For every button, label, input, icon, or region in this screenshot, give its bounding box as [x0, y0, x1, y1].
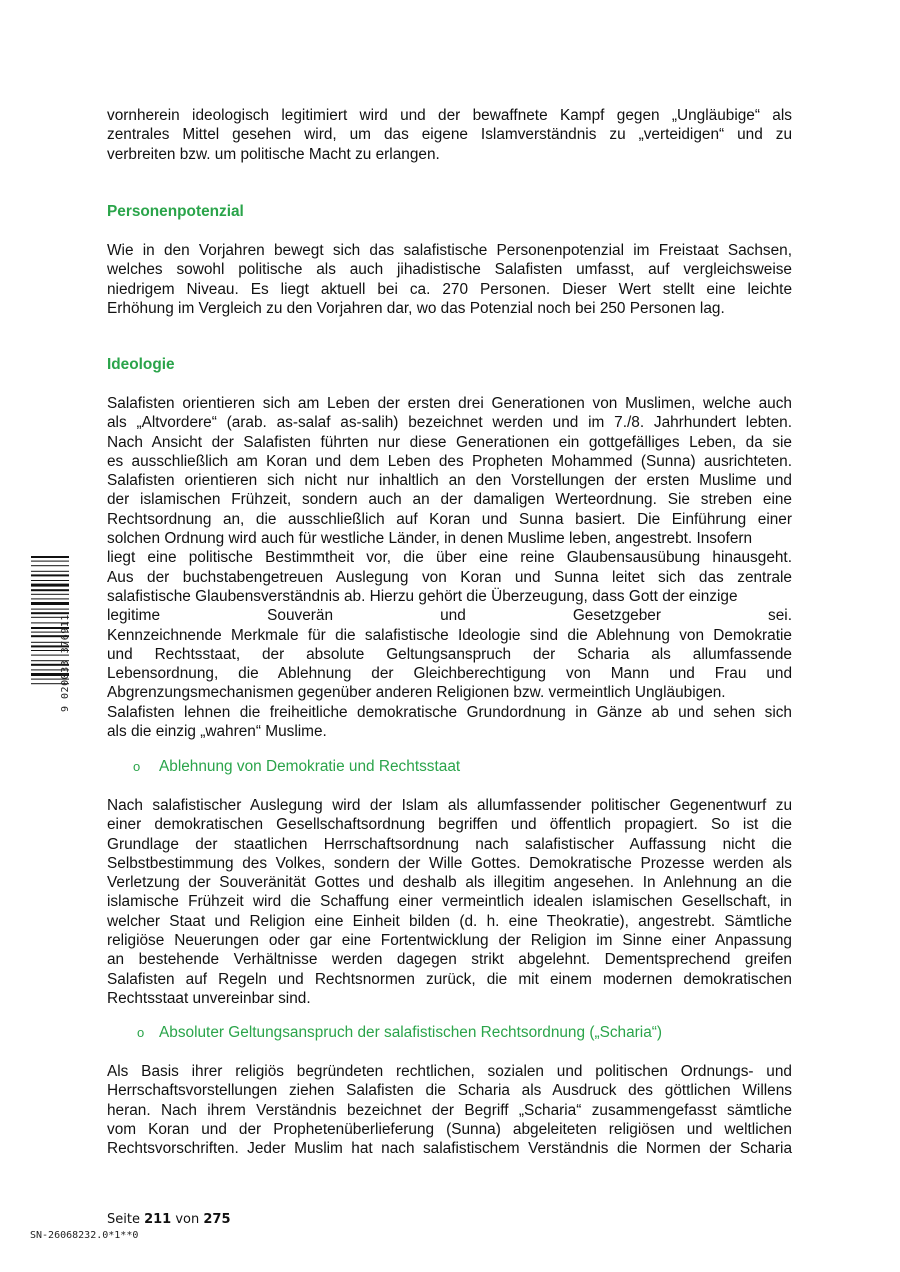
text-line: und Rechtsstaat, der absolute Geltungsanspruch der Scharia als allumfassende — [107, 645, 792, 663]
bullet-marker: o — [137, 1025, 145, 1040]
text-line: Wie in den Vorjahren bewegt sich das salafistische Personenpotenzial im Freistaat Sachsen, — [107, 242, 792, 259]
barcode-bar — [31, 556, 69, 558]
barcode-digits: 9 020033 376911 — [60, 614, 71, 712]
text-line: welcher Staat und Religion eine Einheit bilden (d. h. eine Theokratie), angestrebt. Sämtliche — [107, 912, 792, 930]
scharia-paragraph — [107, 1062, 792, 1158]
text-line: einer demokratischen Gesellschaftsordnung begriffen und öffentlich propagiert. So ist die — [107, 816, 792, 834]
text-line: Grundlage der staatlichen Herrschaftsordnung nach salafistischer Auffassung nicht die — [107, 835, 792, 853]
text-line: Rechtsstaat unvereinbar sind. — [107, 989, 311, 1007]
barcode-bar — [31, 609, 69, 610]
barcode-bar — [31, 594, 69, 595]
text-line: solchen Ordnung wird auch für westliche Länder, in denen Muslime leben, angestrebt. Insofern — [107, 530, 753, 548]
footer-page-total: 275 — [203, 1212, 231, 1227]
text-line: Aus der buchstabengetreuen Auslegung von Koran und Sunna leitet sich das zentrale — [107, 568, 792, 586]
text-line: es ausschließlich am Koran und dem Leben des Propheten Mohammed (Sunna) ausrichteten. — [107, 452, 792, 470]
text-line: niedrigem Niveau. Es liegt aktuell bei ca. 270 Personen. Dieser Wert stellt eine leichte — [107, 280, 792, 298]
text-line: Selbstbestimmung des Volkes, sondern der Wille Gottes. Demokratische Prozesse werden als — [107, 854, 792, 872]
footer-page-number: 211 — [144, 1212, 172, 1227]
text-line: an bestehende Verhältnisse werden dagegen strikt abgelehnt. Dementsprechend greifen — [107, 951, 792, 969]
demokratie-paragraph — [107, 796, 792, 1008]
text-line: Salafisten orientieren sich nicht nur inhaltlich an den Vorstellungen der ersten Muslime und — [107, 472, 792, 490]
barcode-bar — [31, 561, 69, 562]
barcode-bar — [31, 602, 69, 605]
footer-prefix: Seite — [107, 1212, 145, 1227]
text-line: heran. Nach ihrem Verständnis bezeichnet der Begriff „Scharia“ zusammengefasst sämtliche — [107, 1101, 792, 1119]
text-line: zentrales Mittel gesehen wird, um das eigene Islamverständnis zu „verteidigen“ und zu — [107, 126, 792, 144]
footer-middle: von — [171, 1212, 204, 1227]
ideologie-paragraph — [107, 394, 792, 741]
document-id: SN-26068232.0*1**0 — [30, 1230, 139, 1241]
text-line: vom Koran und der Prophetenüberlieferung (Sunna) abgeleiteten religiösen und weltlichen — [107, 1120, 792, 1138]
text-line: Herrschaftsvorstellungen ziehen Salafisten die Scharia als Ausdruck des göttlichen Willens — [107, 1082, 792, 1100]
text-line: Kennzeichnende Merkmale für die salafistische Ideologie sind die Ablehnung von Demokratie — [107, 626, 792, 644]
page-footer — [107, 1212, 231, 1227]
text-line: liegt eine politische Bestimmtheit vor, die über eine reine Glaubensausübung hinausgeht. — [107, 549, 792, 567]
text-line: Lebensordnung, die Ablehnung der Gleichberechtigung von Mann und Frau und — [107, 665, 792, 683]
intro-paragraph — [107, 106, 792, 164]
heading-ideologie: Ideologie — [107, 356, 175, 373]
text-line: Abgrenzungsmechanismen gegenüber anderen Religionen bzw. vermeintlich Ungläubigen. — [107, 684, 726, 702]
text-line: legitime Souverän und Gesetzgeber sei. — [107, 607, 792, 625]
bullet-label: Absoluter Geltungsanspruch der salafistischen Rechtsordnung („Scharia“) — [159, 1024, 663, 1041]
text-line: als „Altvordere“ (arab. as-salaf as-salih) bezeichnet werden und im 7./8. Jahrhundert lebten. — [107, 414, 792, 432]
text-line: Als Basis ihrer religiös begründeten rechtlichen, sozialen und politischen Ordnungs- und — [107, 1063, 792, 1080]
barcode-bar — [31, 574, 69, 576]
heading-personenpotenzial: Personenpotenzial — [107, 203, 244, 220]
bullet-geltungsanspruch-scharia — [137, 1024, 662, 1042]
barcode-bar — [31, 571, 69, 572]
personenpotenzial-paragraph — [107, 241, 792, 318]
text-line: Nach salafistischer Auslegung wird der Islam als allumfassender politischer Gegenentwurf zu — [107, 797, 792, 814]
bullet-ablehnung-demokratie — [133, 758, 460, 776]
barcode-bar — [31, 565, 69, 566]
text-line: Verletzung der Souveränität Gottes und deshalb als illegitim angesehen. In Anlehnung an die — [107, 874, 792, 892]
text-line: der islamischen Frühzeit, sondern auch an der damaligen Werteordnung. Sie streben eine — [107, 491, 792, 509]
text-line: Rechtsordnung an, die ausschließlich auf Koran und Sunna basiert. Die Einführung einer — [107, 510, 792, 528]
bullet-marker: o — [133, 759, 141, 774]
text-line: Salafisten lehnen die freiheitliche demokratische Grundordnung in Gänze ab und sehen sich — [107, 703, 792, 721]
text-line: Rechtsvorschriften. Jeder Muslim hat nach salafistischem Verständnis die Normen der Scharia — [107, 1140, 792, 1158]
barcode-bar — [31, 598, 69, 599]
barcode-bar — [31, 580, 69, 581]
text-line: salafistische Glaubensverständnis ab. Hierzu gehört die Überzeugung, dass Gott der einzige — [107, 587, 738, 605]
text-line: vornherein ideologisch legitimiert wird und der bewaffnete Kampf gegen „Ungläubige“ als — [107, 107, 792, 124]
text-line: Nach Ansicht der Salafisten führten nur diese Generationen ein gottgefälliges Leben, da sie — [107, 433, 792, 451]
text-line: islamische Frühzeit wird die Schaffung einer vermeintlich idealen islamischen Gesellschaft, in — [107, 893, 792, 911]
text-line: religiöse Neuerungen oder gar eine Fortentwicklung der Religion im Sinne einer Anpassung — [107, 932, 792, 950]
text-line: Salafisten orientieren sich am Leben der ersten drei Generationen von Muslimen, welche auch — [107, 395, 792, 412]
text-line: als die einzig „wahren“ Muslime. — [107, 723, 327, 741]
text-line: welches sowohl politische als auch jihadistische Salafisten umfasst, auf vergleichsweise — [107, 261, 792, 279]
barcode-bar — [31, 584, 69, 587]
text-line: Erhöhung im Vergleich zu den Vorjahren dar, wo das Potenzial noch bei 250 Personen lag. — [107, 299, 725, 317]
text-line: Salafisten auf Regeln und Rechtsnormen zurück, die mit einem modernen demokratischen — [107, 970, 792, 988]
barcode-bar — [31, 589, 69, 591]
text-line: verbreiten bzw. um politische Macht zu erlangen. — [107, 145, 440, 163]
bullet-label: Ablehnung von Demokratie und Rechtsstaat — [159, 758, 461, 775]
